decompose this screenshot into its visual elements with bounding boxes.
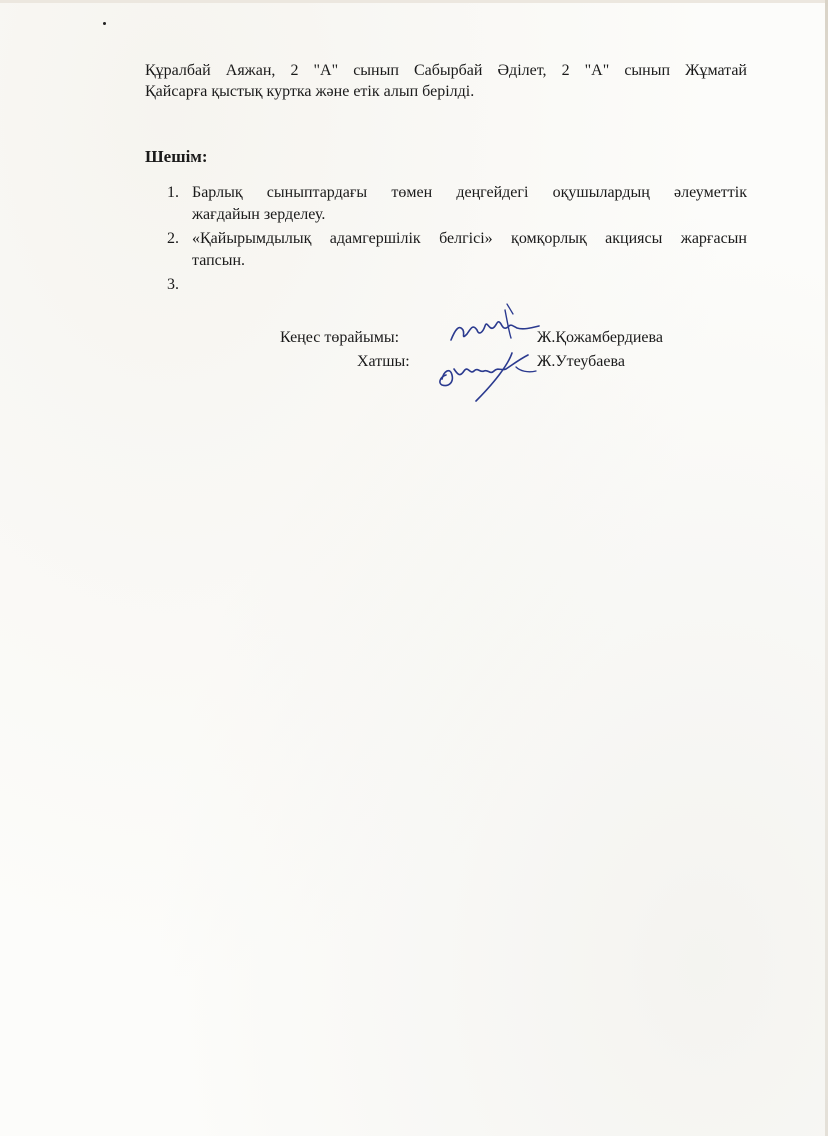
chair-handwritten-signature (445, 300, 545, 350)
page-edge-top (0, 0, 828, 3)
decision-item-3 (145, 274, 747, 296)
intro-line-1: Құралбай Аяжан, 2 "А" сынып Сабырбай Әділет, 2 "А" сынып Жұматай (145, 62, 747, 79)
secretary-handwritten-signature (432, 345, 542, 405)
secretary-label: Хатшы: (357, 353, 410, 370)
decision-heading: Шешім: (145, 147, 208, 166)
intro-paragraph (145, 60, 747, 102)
intro-line-2: Қайсарға қыстық куртка және етік алып берілді. (145, 83, 475, 100)
decision-item-number: 2. (167, 230, 179, 247)
decision-item-1 (145, 182, 747, 226)
decision-item-number: 1. (167, 184, 179, 201)
secretary-signature-row (0, 352, 828, 372)
secretary-name: Ж.Утеубаева (537, 353, 625, 370)
decision-item-text-line-2: жағдайын зерделеу. (192, 206, 326, 223)
chair-signature-row (0, 328, 828, 348)
stray-mark (103, 22, 106, 25)
decision-item-text-line-2: тапсын. (192, 252, 246, 269)
decision-item-text-line-1 (192, 274, 747, 296)
chair-label: Кеңес төрайымы: (280, 329, 400, 346)
chair-name: Ж.Қожамбердиева (537, 329, 663, 346)
decision-item-2 (145, 228, 747, 272)
decision-list (145, 182, 747, 298)
decision-item-text-line-1: «Қайырымдылық адамгершілік белгісі» қомқорлық акциясы жарғасын (192, 230, 747, 247)
decision-item-number: 3. (167, 276, 179, 293)
decision-item-text-line-1: Барлық сыныптардағы төмен деңгейдегі оқушылардың әлеуметтік (192, 184, 747, 201)
